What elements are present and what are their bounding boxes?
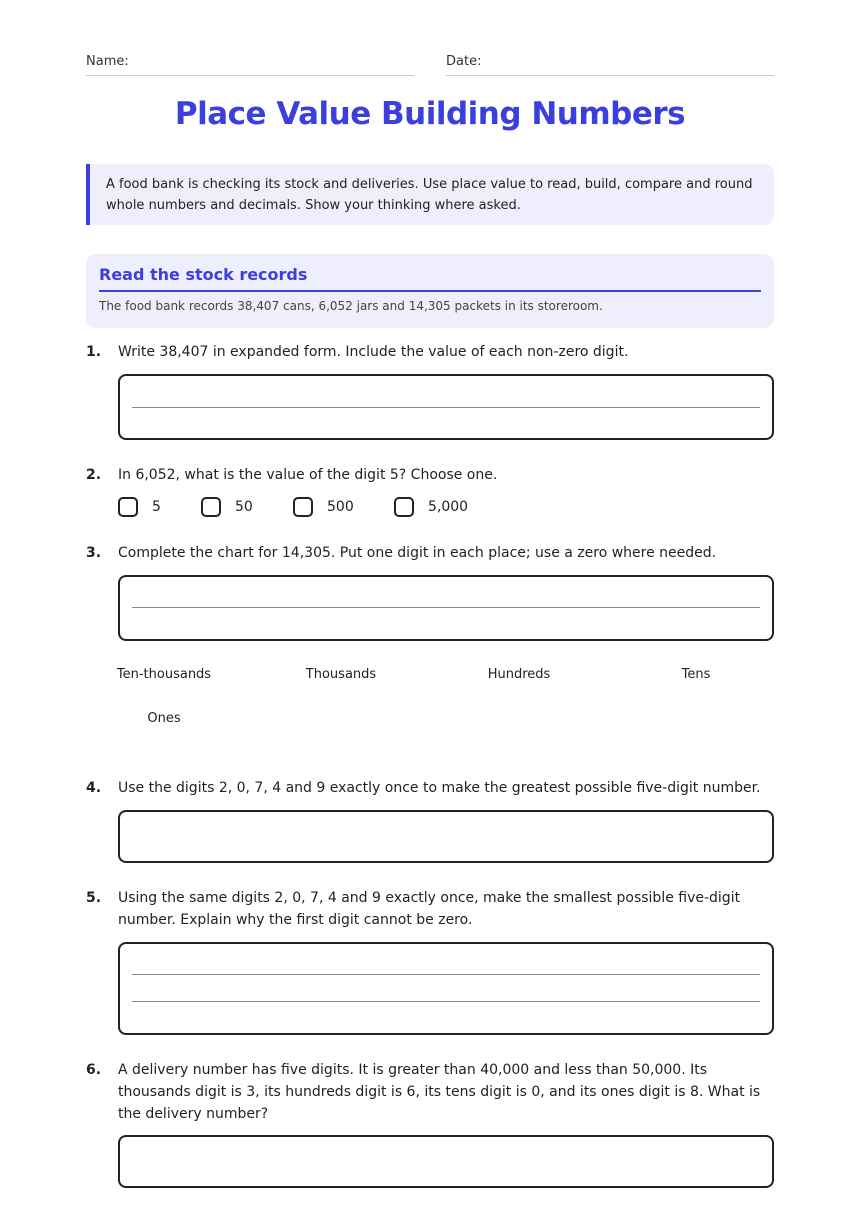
question-number: 6.: [86, 1062, 102, 1078]
checkbox[interactable]: [201, 497, 221, 517]
choice-label: 5,000: [428, 499, 469, 515]
date-label: Date:: [446, 54, 482, 69]
date-field[interactable]: [446, 54, 774, 76]
question-text: Write 38,407 in expanded form. Include the value of each non-zero digit.: [118, 344, 629, 360]
answer-box-1[interactable]: [118, 374, 774, 440]
answer-line: [132, 1001, 760, 1002]
checkbox[interactable]: [118, 497, 138, 517]
question-text: Use the digits 2, 0, 7, 4 and 9 exactly once to make the greatest possible five-digit number.: [118, 780, 761, 796]
question-number: 5.: [86, 890, 102, 906]
answer-box-3[interactable]: [118, 575, 774, 641]
place-label-thousands: Thousands: [305, 667, 377, 682]
question-text: A delivery number has five digits. It is greater than 40,000 and less than 50,000. Its thousands digit is 3, its hundreds digit is 6, its tens digit is 0, and its ones digit is 8. What is the delivery number?: [118, 1062, 761, 1122]
answer-line: [132, 607, 760, 608]
page-title: Place Value Building Numbers: [174, 96, 686, 132]
place-label-ones: Ones: [147, 711, 181, 726]
question-number: 3.: [86, 545, 102, 561]
place-label-ten-thousands: Ten-thousands: [116, 667, 212, 682]
question-text: In 6,052, what is the value of the digit 5? Choose one.: [118, 467, 498, 483]
checkbox[interactable]: [394, 497, 414, 517]
checkbox[interactable]: [293, 497, 313, 517]
name-label: Name:: [86, 54, 129, 69]
question-number: 4.: [86, 780, 102, 796]
choice-label: 50: [235, 499, 253, 515]
answer-box-4[interactable]: [118, 810, 774, 863]
answer-line: [132, 974, 760, 975]
place-label-tens: Tens: [681, 667, 711, 682]
answer-box-6[interactable]: [118, 1135, 774, 1188]
question-text: Using the same digits 2, 0, 7, 4 and 9 exactly once, make the smallest possible five-digit number. Explain why the first digit cannot be zero.: [118, 890, 741, 928]
intro-callout: A food bank is checking its stock and deliveries. Use place value to read, build, compare and round whole numbers and decimals. Show your thinking where asked.: [86, 164, 774, 225]
answer-line: [132, 407, 760, 408]
choice-label: 500: [327, 499, 354, 515]
place-label-hundreds: Hundreds: [487, 667, 551, 682]
section-text: The food bank records 38,407 cans, 6,052 jars and 14,305 packets in its storeroom.: [99, 299, 603, 313]
choice-label: 5: [152, 499, 161, 515]
name-field[interactable]: [86, 54, 414, 76]
question-text: Complete the chart for 14,305. Put one digit in each place; use a zero where needed.: [118, 545, 717, 561]
question-number: 1.: [86, 344, 102, 360]
question-number: 2.: [86, 467, 102, 483]
answer-box-5[interactable]: [118, 942, 774, 1035]
section-stock-records: [86, 254, 774, 328]
section-title: Read the stock records: [99, 265, 761, 292]
